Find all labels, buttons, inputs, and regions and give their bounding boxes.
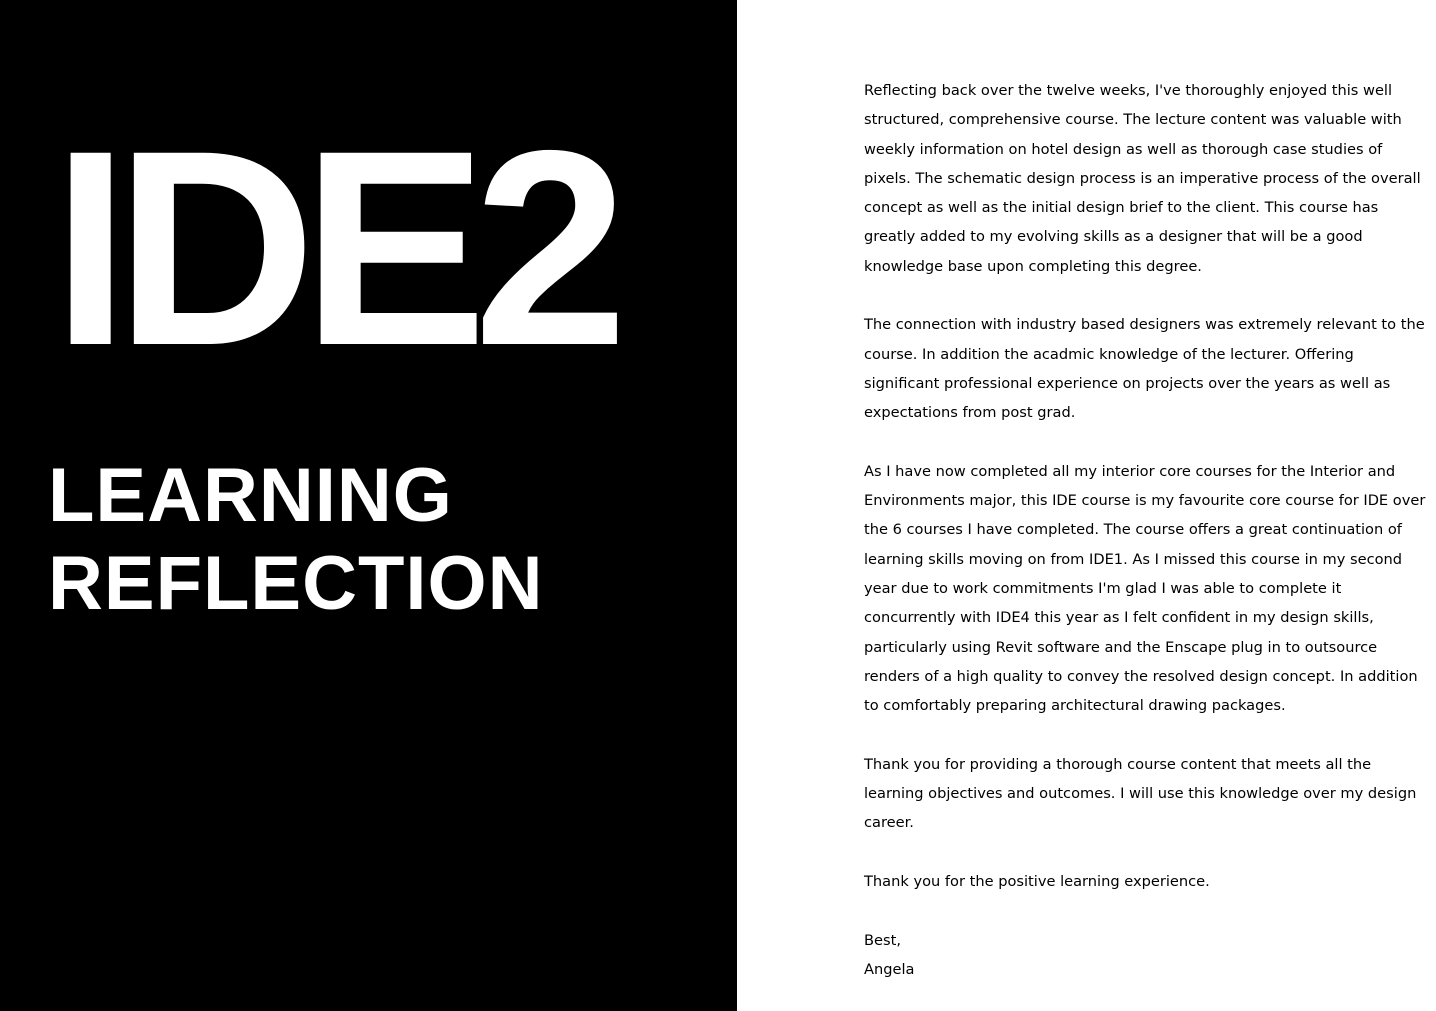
letter-paragraph-4: Thank you for providing a thorough course content that meets all the learning objectives and outcomes. I will use this knowledge over my design career. (864, 755, 1417, 832)
letter-signoff (864, 926, 1429, 985)
cover-subtitle (48, 452, 544, 628)
letter-paragraph-5: Thank you for the positive learning experience. (864, 873, 1210, 891)
cover-subtitle-line-2: REFLECTION (48, 541, 544, 626)
letter-signature: Angela (864, 960, 915, 978)
reflection-letter (864, 76, 1429, 984)
cover-subtitle-line-1: LEARNING (48, 453, 453, 538)
letter-closing: Best, (864, 931, 901, 949)
letter-paragraph-2: The connection with industry based designers was extremely relevant to the course. In addition the acadmic knowledge of the lecturer. Offering significant professional experience on projects over the years as well as expectations from post grad. (864, 316, 1425, 422)
letter-panel (737, 0, 1436, 1011)
cover-title: IDE2 (52, 92, 615, 403)
letter-paragraph-1: Reflecting back over the twelve weeks, I've thoroughly enjoyed this well structured, comprehensive course. The lecture content was valuable with weekly information on hotel design as well as thorough case studies of pixels. The schematic design process is an imperative process of the overall concept as well as the initial design brief to the client. This course has greatly added to my evolving skills as a designer that will be a good knowledge base upon completing this degree. (864, 82, 1421, 275)
letter-paragraph-3: As I have now completed all my interior core courses for the Interior and Environments major, this IDE course is my favourite core course for IDE over the 6 courses I have completed. The course offers a great continuation of learning skills moving on from IDE1. As I missed this course in my second year due to work commitments I'm glad I was able to complete it concurrently with IDE4 this year as I felt confident in my design skills, particularly using Revit software and the Enscape plug in to outsource renders of a high quality to convey the resolved design concept. In addition to comfortably preparing architectural drawing packages. (864, 462, 1426, 715)
